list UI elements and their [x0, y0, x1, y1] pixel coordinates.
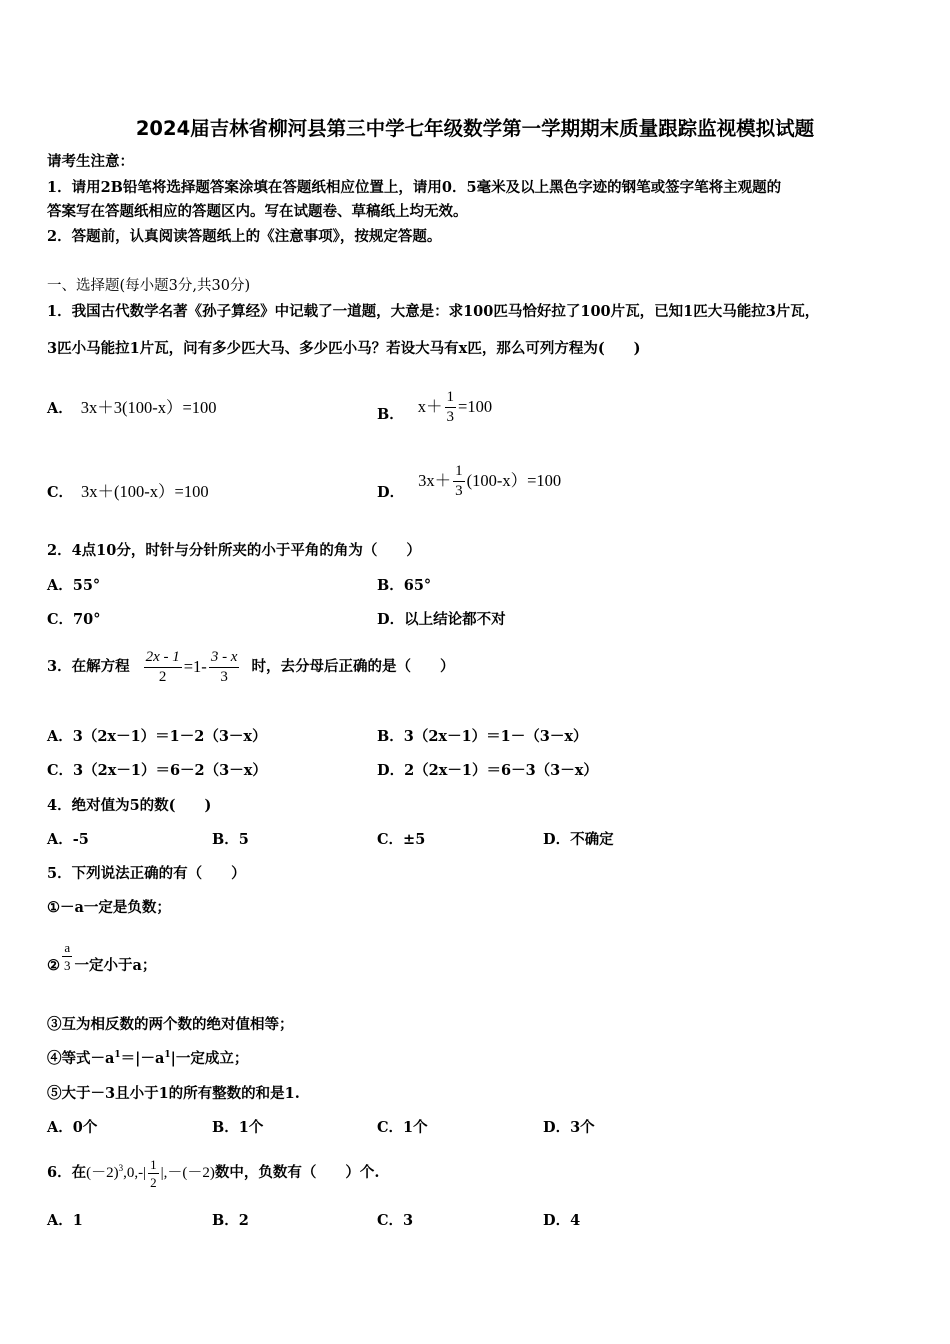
q5-statement-1: ①－a一定是负数； [47, 899, 171, 916]
q4-option-d: D．不确定 [543, 831, 614, 848]
option-label: D． [377, 484, 405, 501]
q1-option-a [47, 398, 217, 419]
exponent: 1 [164, 1050, 171, 1061]
q4-option-c: C．±5 [377, 831, 426, 848]
q4-stem: 4．绝对值为5的数( ) [47, 797, 212, 814]
fraction-denominator: 2 [150, 1174, 157, 1190]
notice-line-3: 2．答题前，认真阅读答题纸上的《注意事项》，按规定答题。 [47, 228, 442, 245]
q3-stem-suffix: 时，去分母后正确的是（ ） [251, 658, 455, 675]
option-label: C． [47, 484, 74, 501]
q5-option-a: A．0个 [47, 1119, 98, 1136]
notice-heading: 请考生注意： [47, 153, 134, 170]
option-prefix: 3x＋ [418, 471, 452, 490]
option-suffix: (100-x）=100 [466, 471, 562, 490]
q5-stem: 5．下列说法正确的有（ ） [47, 865, 246, 882]
q2-stem: 2．4点10分，时针与分针所夹的小于平角的角为（ ） [47, 542, 421, 559]
option-suffix: =100 [458, 397, 493, 416]
fraction-numerator: 1 [445, 390, 457, 408]
fraction-numerator: a [64, 939, 71, 955]
fraction-denominator: 3 [220, 668, 228, 685]
notice-line-1: 1．请用2B铅笔将选择题答案涂填在答题纸相应位置上，请用0．5毫米及以上黑色字迹的钢笔或签字笔将主观题的 [47, 179, 782, 196]
exponent: 1 [114, 1050, 121, 1061]
statement-text: ＝|－a [120, 1050, 165, 1067]
q6-option-d: D．4 [543, 1212, 581, 1229]
section-heading: 一、选择题(每小题3分,共30分) [47, 278, 251, 294]
fraction-numerator: 1 [453, 464, 465, 482]
notice-line-2: 答案写在答题纸相应的答题区内。写在试题卷、草稿纸上均无效。 [47, 203, 468, 220]
q2-option-b: B．65° [377, 577, 432, 594]
q6-stem [47, 1150, 379, 1196]
statement-marker: ② [47, 957, 60, 974]
q5-statement-3: ③互为相反数的两个数的绝对值相等； [47, 1016, 294, 1033]
fraction [209, 650, 240, 685]
option-label: B． [377, 406, 404, 423]
option-label: A． [47, 400, 73, 417]
q5-option-b: B．1个 [212, 1119, 264, 1136]
q4-option-a: A．-5 [47, 831, 89, 848]
fraction [453, 464, 465, 499]
q6-option-a: A．1 [47, 1212, 83, 1229]
statement-text: 一定小于a； [74, 957, 157, 974]
option-prefix: x＋ [417, 397, 443, 416]
q1-option-d [377, 456, 561, 506]
expression-term: (－2) [86, 1165, 119, 1181]
fraction [148, 1158, 159, 1189]
q1-stem-line-2: 3匹小马能拉1片瓦，问有多少匹大马、多少匹小马？若设大马有x匹，那么可列方程为( ) [47, 340, 641, 357]
q4-option-b: B．5 [212, 831, 249, 848]
q3-option-a: A．3（2x－1）＝1－2（3－x） [47, 728, 267, 745]
q6-stem-prefix: 6．在 [47, 1164, 87, 1181]
q5-option-d: D．3个 [543, 1119, 595, 1136]
q6-option-b: B．2 [212, 1212, 249, 1229]
q3-option-b: B．3（2x－1）＝1－（3－x） [377, 728, 588, 745]
option-expression: 3x＋3(100-x）=100 [80, 398, 217, 417]
statement-text: |一定成立； [170, 1050, 249, 1067]
q5-option-c: C．1个 [377, 1119, 428, 1136]
expression-term: |,－(－2) [160, 1165, 215, 1181]
page-title: 2024届吉林省柳河县第三中学七年级数学第一学期期末质量跟踪监视模拟试题 [135, 117, 815, 140]
fraction-denominator: 3 [455, 482, 463, 499]
q6-option-c: C．3 [377, 1212, 414, 1229]
fraction-denominator: 3 [64, 957, 71, 973]
equation-middle: =1- [183, 657, 207, 676]
fraction [62, 941, 73, 972]
q5-statement-2 [47, 930, 156, 982]
q5-statement-5: ⑤大于－3且小于1的所有整数的和是1. [47, 1085, 300, 1102]
statement-text: ④等式－a [47, 1050, 115, 1067]
fraction-numerator: 1 [150, 1156, 157, 1172]
q2-option-d: D．以上结论都不对 [377, 611, 506, 628]
fraction [144, 650, 182, 685]
fraction-denominator: 3 [446, 408, 455, 425]
q3-option-d: D．2（2x－1）＝6－3（3－x） [377, 762, 598, 779]
q1-option-b [377, 380, 492, 434]
q5-statement-4 [47, 1049, 248, 1069]
expression-part [86, 1163, 146, 1183]
fraction-numerator: 2x - 1 [144, 650, 182, 668]
option-expression: 3x＋(100-x）=100 [81, 482, 209, 501]
fraction-denominator: 2 [158, 668, 167, 685]
q2-option-a: A．55° [47, 577, 101, 594]
q1-option-c [47, 482, 209, 503]
expression-term: ,0,-| [123, 1165, 147, 1181]
q1-stem-line-1: 1．我国古代数学名著《孙子算经》中记载了一道题，大意是：求100匹马恰好拉了100片瓦，已知1匹大马能拉3片瓦， [47, 303, 820, 320]
q3-option-c: C．3（2x－1）＝6－2（3－x） [47, 762, 267, 779]
q3-stem-prefix: 3．在解方程 [47, 658, 130, 675]
q3-stem [47, 642, 454, 692]
q2-option-c: C．70° [47, 611, 101, 628]
fraction-numerator: 3 - x [209, 650, 240, 668]
fraction [445, 390, 457, 425]
exponent: 3 [118, 1163, 124, 1173]
q6-stem-suffix: 数中，负数有（ ）个. [214, 1164, 380, 1181]
